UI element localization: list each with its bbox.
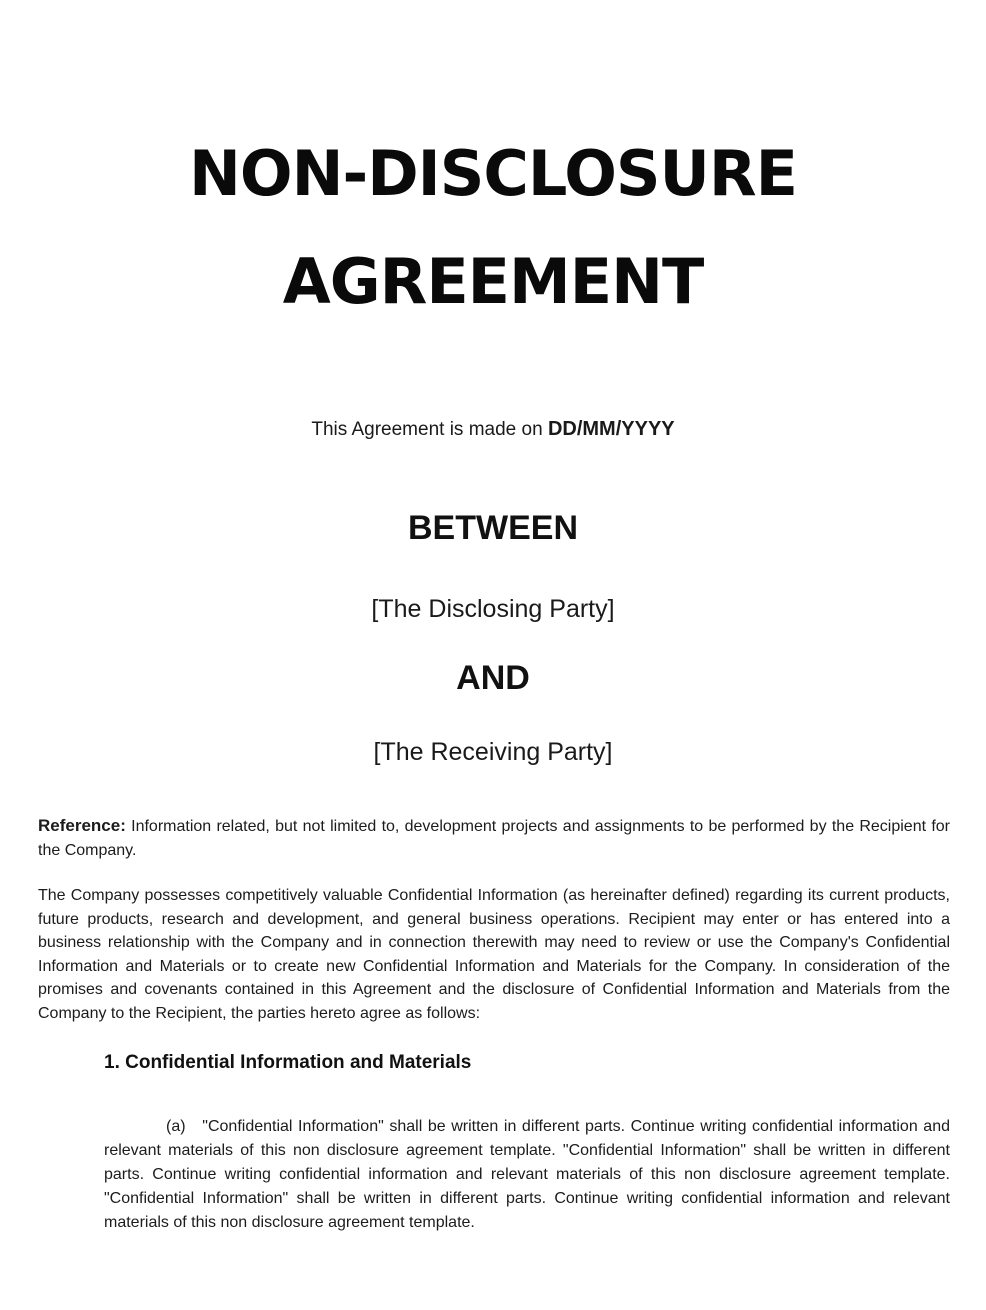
- between-label: BETWEEN: [408, 509, 578, 547]
- document-title-line-2: AGREEMENT: [282, 245, 704, 318]
- reference-paragraph: [38, 814, 950, 862]
- agreement-date-line: [0, 418, 986, 441]
- made-on-text: This Agreement is made on: [311, 419, 543, 440]
- section-1-heading: 1. Confidential Information and Materials: [104, 1052, 472, 1073]
- body-paragraph: The Company possesses competitively valuable Confidential Information (as hereinafter defined) regarding its current products, future products, research and development, and general business operations. Recipient may enter or has entered into a business relationship with the Company and in connection therewith may need to review or use the Company's Confidential Information and Materials or to create new Confidential Information and Materials for the Company. In consideration of the promises and covenants contained in this Agreement and the disclosure of Confidential Information and Materials from the Company to the Recipient, the parties hereto agree as follows:: [38, 887, 950, 1022]
- clause-a-text: "Confidential Information" shall be written in different parts. Continue writing confidential information and relevant materials of this non disclosure agreement template. "Confidential Information" shall be written in different parts. Continue writing confidential information and relevant materials of this non disclosure agreement template. "Confidential Information" shall be written in different parts. Continue writing confidential information and relevant materials of this non disclosure agreement template.: [104, 1118, 950, 1231]
- and-label: AND: [456, 659, 530, 697]
- document-title-line-1: NON-DISCLOSURE: [189, 137, 797, 210]
- clause-a: [104, 1115, 950, 1235]
- reference-text: Information related, but not limited to, development projects and assignments to be performed by the Recipient for the Company.: [38, 818, 950, 859]
- receiving-party: [The Receiving Party]: [373, 738, 613, 766]
- date-placeholder: DD/MM/YYYY: [547, 418, 675, 440]
- clause-a-label: (a): [166, 1118, 186, 1135]
- reference-label: Reference:: [38, 816, 126, 835]
- disclosing-party: [The Disclosing Party]: [371, 595, 615, 623]
